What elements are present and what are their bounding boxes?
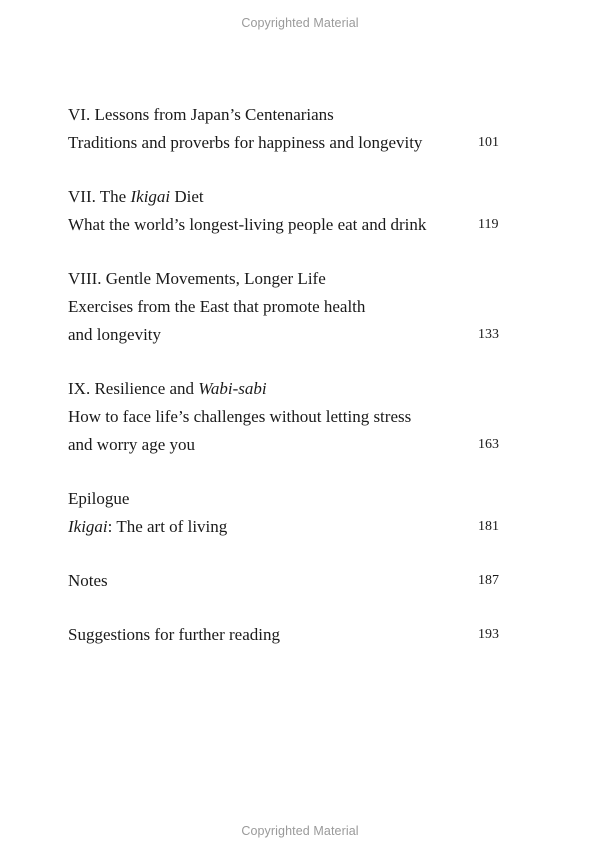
table-of-contents [68,101,508,675]
subtitle-italic-text: Ikigai [68,517,108,536]
page-number: 133 [478,327,499,342]
subtitle-text: and worry age you [68,435,195,454]
toc-entry-ix [68,375,508,459]
subtitle-text: How to face life’s challenges without letting stress [68,407,412,426]
page-number: 181 [478,519,499,534]
subtitle-text: Traditions and proverbs for happiness and longevity [68,133,423,152]
heading-italic-text: Wabi-sabi [198,379,267,398]
subtitle-text: and longevity [68,325,162,344]
subtitle-text: : The art of living [107,517,228,536]
heading-text: Notes [68,571,108,590]
toc-entry-heading [68,183,508,211]
toc-entry-subtitle [68,403,508,431]
subtitle-text: What the world’s longest-living people eat and drink [68,215,427,234]
subtitle-text: Exercises from the East that promote health [68,297,366,316]
toc-entry-heading [68,567,508,595]
page-number: 119 [478,217,499,232]
page-number: 101 [478,135,499,150]
toc-entry-subtitle-continued [68,321,508,349]
toc-entry-subtitle [68,513,508,541]
page-number: 163 [478,437,499,452]
copyright-watermark-bottom: Copyrighted Material [241,824,359,838]
toc-entry-subtitle [68,129,508,157]
heading-italic-text: Ikigai [130,187,171,206]
heading-text: VIII. Gentle Movements, Longer Life [68,269,326,288]
toc-entry-epilogue [68,485,508,541]
toc-entry-vi [68,101,508,157]
toc-entry-heading [68,621,508,649]
toc-entry-heading [68,485,508,513]
copyright-watermark-top: Copyrighted Material [241,16,359,30]
toc-entry-subtitle [68,293,508,321]
toc-entry-heading [68,101,508,129]
heading-text: VII. The [68,187,131,206]
toc-entry-viii [68,265,508,349]
toc-entry-subtitle [68,211,508,239]
toc-entry-heading [68,375,508,403]
heading-text: IX. Resilience and [68,379,199,398]
heading-suffix-text: Diet [170,187,204,206]
heading-text: Suggestions for further reading [68,625,280,644]
toc-entry-heading [68,265,508,293]
page-number: 193 [478,627,499,642]
toc-entry-notes [68,567,508,595]
toc-entry-further-reading [68,621,508,649]
page-number: 187 [478,573,499,588]
toc-entry-subtitle-continued [68,431,508,459]
heading-text: Epilogue [68,489,130,508]
toc-entry-vii [68,183,508,239]
heading-text: VI. Lessons from Japan’s Centenarians [68,105,334,124]
